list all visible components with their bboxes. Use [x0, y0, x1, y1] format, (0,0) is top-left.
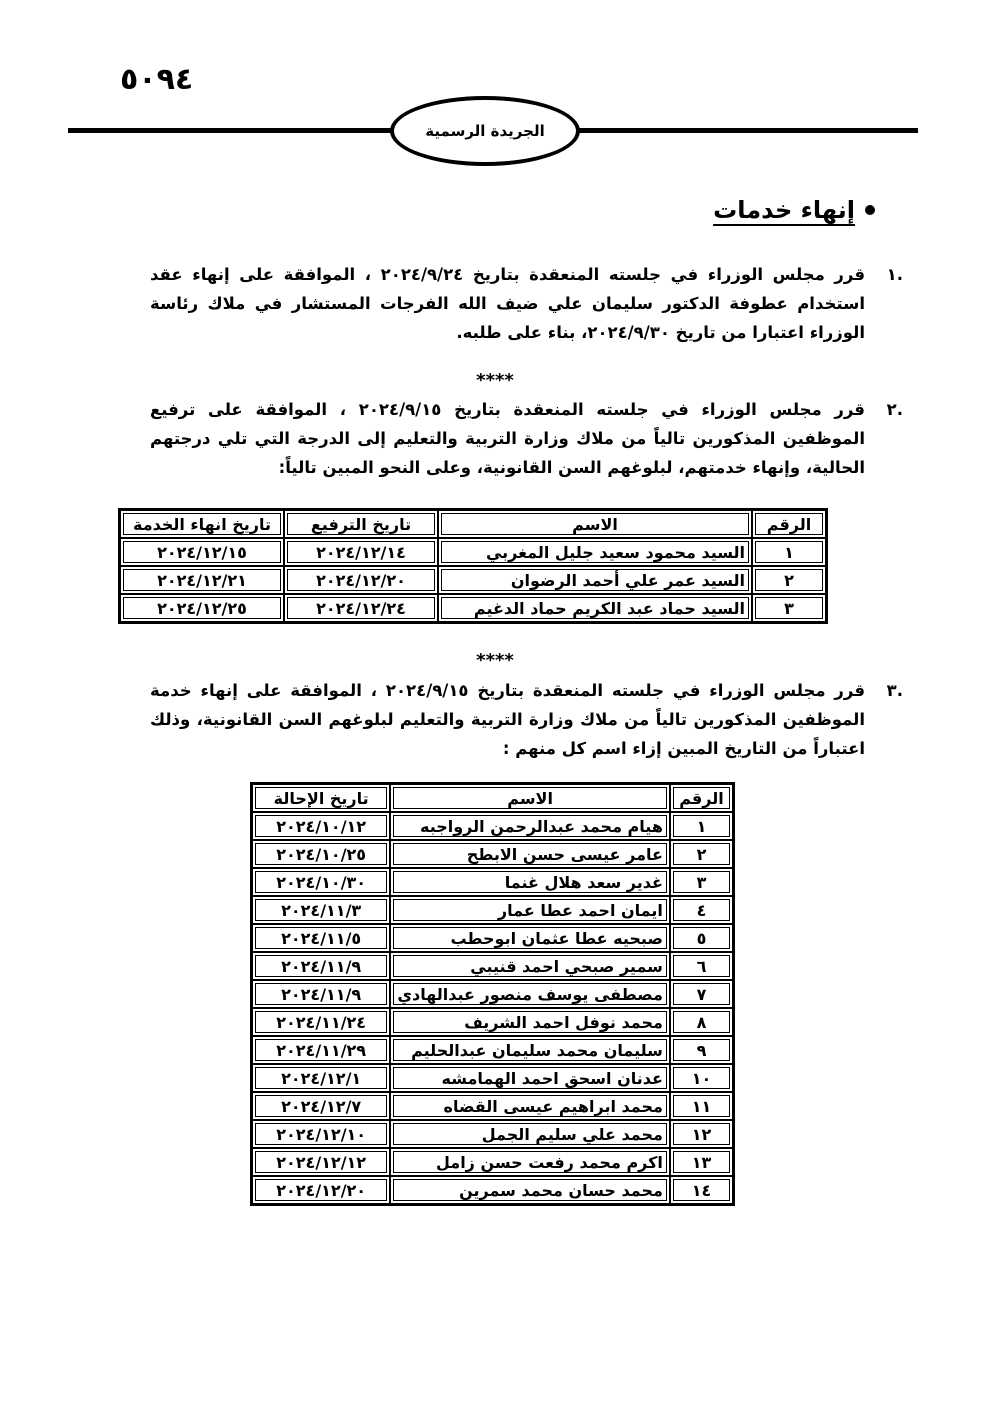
table-cell: ٢٠٢٤/١١/٢٤ — [252, 1008, 390, 1036]
table-cell: محمد علي سليم الجمل — [390, 1120, 670, 1148]
table-cell: ٢٠٢٤/١١/٣ — [252, 896, 390, 924]
table-cell: ٢٠٢٤/١٢/٢٤ — [284, 594, 438, 622]
table-cell: ٤ — [670, 896, 733, 924]
section-title — [713, 196, 875, 224]
table-cell: ٢٠٢٤/١١/٩ — [252, 952, 390, 980]
table-cell: محمد نوفل احمد الشريف — [390, 1008, 670, 1036]
table-cell: ٢٠٢٤/١٢/٢٠ — [284, 566, 438, 594]
table-cell: ١ — [670, 812, 733, 840]
table-cell: السيد حماد عبد الكريم حماد الدغيم — [438, 594, 752, 622]
separator: **** — [476, 370, 514, 391]
table-cell: ايمان احمد عطا عمار — [390, 896, 670, 924]
table-cell: ١٤ — [670, 1176, 733, 1204]
table-row — [252, 840, 733, 868]
table-cell: صبحيه عطا عثمان ابوحطب — [390, 924, 670, 952]
table-cell: ٧ — [670, 980, 733, 1008]
table-cell: عامر عيسى حسن الابطح — [390, 840, 670, 868]
table-header: الاسم — [438, 510, 752, 538]
item-text: قرر مجلس الوزراء في جلسته المنعقدة بتاريخ ٢٠٢٤/٩/٢٤ ، الموافقة على إنهاء عقد استخدام عطوفة الدكتور سليمان علي ضيف الله الفرجات المستشار في ملاك رئاسة الوزراء اعتبارا من تاريخ ٢٠٢٤/٩/٣٠، بناء على طلبه. — [150, 265, 865, 342]
table-header: تاريخ انهاء الخدمة — [120, 510, 284, 538]
table-cell: محمد حسان محمد سمرين — [390, 1176, 670, 1204]
table-row — [252, 1036, 733, 1064]
table-cell: مصطفى يوسف منصور عبدالهادي — [390, 980, 670, 1008]
promotion-table — [118, 508, 828, 624]
table-row — [120, 594, 826, 622]
item-number: .٣ — [886, 681, 903, 700]
table-cell: ٩ — [670, 1036, 733, 1064]
table-row — [252, 868, 733, 896]
table-row — [252, 924, 733, 952]
table-cell: ٢ — [752, 566, 826, 594]
item-3 — [150, 676, 903, 763]
table-cell: عدنان اسحق احمد الهمامشه — [390, 1064, 670, 1092]
table-row — [120, 538, 826, 566]
table-cell: ٢٠٢٤/١١/٥ — [252, 924, 390, 952]
table-row — [252, 1064, 733, 1092]
table-cell: ٢٠٢٤/١٢/١ — [252, 1064, 390, 1092]
table-header: الرقم — [752, 510, 826, 538]
retirement-table — [250, 782, 735, 1206]
table-cell: السيد محمود سعيد جليل المغربي — [438, 538, 752, 566]
table-header-row — [252, 784, 733, 812]
table-header: تاريخ الترفيع — [284, 510, 438, 538]
table-cell: ٢٠٢٤/١٢/١٤ — [284, 538, 438, 566]
table-cell: سليمان محمد سليمان عبدالحليم — [390, 1036, 670, 1064]
table-row — [252, 1008, 733, 1036]
table-cell: هيام محمد عبدالرحمن الرواجبه — [390, 812, 670, 840]
table-cell: ٨ — [670, 1008, 733, 1036]
table-header: تاريخ الإحالة — [252, 784, 390, 812]
item-number: .٢ — [886, 400, 903, 419]
item-2 — [150, 395, 903, 482]
section-title-text: إنهاء خدمات — [713, 196, 855, 224]
table-cell: ٣ — [670, 868, 733, 896]
table-cell: محمد ابراهيم عيسى القضاه — [390, 1092, 670, 1120]
table-cell: ١ — [752, 538, 826, 566]
table-row — [252, 812, 733, 840]
table-row — [252, 980, 733, 1008]
table-row — [120, 566, 826, 594]
table-header: الاسم — [390, 784, 670, 812]
table-cell: ١٣ — [670, 1148, 733, 1176]
table-row — [252, 1092, 733, 1120]
item-number: .١ — [886, 265, 903, 284]
table-cell: ٢٠٢٤/١٠/١٢ — [252, 812, 390, 840]
item-text: قرر مجلس الوزراء في جلسته المنعقدة بتاريخ ٢٠٢٤/٩/١٥ ، الموافقة على ترفيع الموظفين المذكورين تالياً من ملاك وزارة التربية والتعليم إلى الدرجة التي تلي درجتهم الحالية، وإنهاء خدمتهم، لبلوغهم السن القانونية، وعلى النحو المبين تالياً: — [150, 400, 865, 477]
table-cell: ٢٠٢٤/١٢/١٠ — [252, 1120, 390, 1148]
item-1 — [150, 260, 903, 347]
table-cell: ٢٠٢٤/١١/٢٩ — [252, 1036, 390, 1064]
table-row — [252, 1176, 733, 1204]
table-row — [252, 1120, 733, 1148]
table-cell: ٢٠٢٤/١٢/١٥ — [120, 538, 284, 566]
table-cell: السيد عمر علي أحمد الرضوان — [438, 566, 752, 594]
table-header-row — [120, 510, 826, 538]
bullet-icon — [865, 205, 875, 215]
table-cell: ١٢ — [670, 1120, 733, 1148]
item-text: قرر مجلس الوزراء في جلسته المنعقدة بتاريخ ٢٠٢٤/٩/١٥ ، الموافقة على إنهاء خدمة الموظفين المذكورين تالياً من ملاك وزارة التربية والتعليم لبلوغهم السن القانونية، وذلك اعتباراً من التاريخ المبين إزاء اسم كل منهم : — [150, 681, 865, 758]
table-cell: ١١ — [670, 1092, 733, 1120]
table-cell: ٢٠٢٤/١٠/٣٠ — [252, 868, 390, 896]
table-cell: ٢ — [670, 840, 733, 868]
table-cell: ٢٠٢٤/١٢/٢١ — [120, 566, 284, 594]
table-cell: سمير صبحي احمد قنيبي — [390, 952, 670, 980]
table-header: الرقم — [670, 784, 733, 812]
table-cell: ٢٠٢٤/١٠/٢٥ — [252, 840, 390, 868]
table-cell: ٥ — [670, 924, 733, 952]
table-cell: ٢٠٢٤/١١/٩ — [252, 980, 390, 1008]
table-cell: ٢٠٢٤/١٢/١٢ — [252, 1148, 390, 1176]
table-cell: ١٠ — [670, 1064, 733, 1092]
table-cell: اكرم محمد رفعت حسن زامل — [390, 1148, 670, 1176]
table-cell: ٣ — [752, 594, 826, 622]
table-cell: غدير سعد هلال غنما — [390, 868, 670, 896]
table-row — [252, 1148, 733, 1176]
table-row — [252, 952, 733, 980]
table-cell: ٦ — [670, 952, 733, 980]
table-cell: ٢٠٢٤/١٢/٢٥ — [120, 594, 284, 622]
separator: **** — [476, 650, 514, 671]
gazette-header-label: الجريدة الرسمية — [390, 96, 580, 166]
table-cell: ٢٠٢٤/١٢/٢٠ — [252, 1176, 390, 1204]
table-cell: ٢٠٢٤/١٢/٧ — [252, 1092, 390, 1120]
page-number: ٥٠٩٤ — [120, 62, 194, 97]
table-row — [252, 896, 733, 924]
